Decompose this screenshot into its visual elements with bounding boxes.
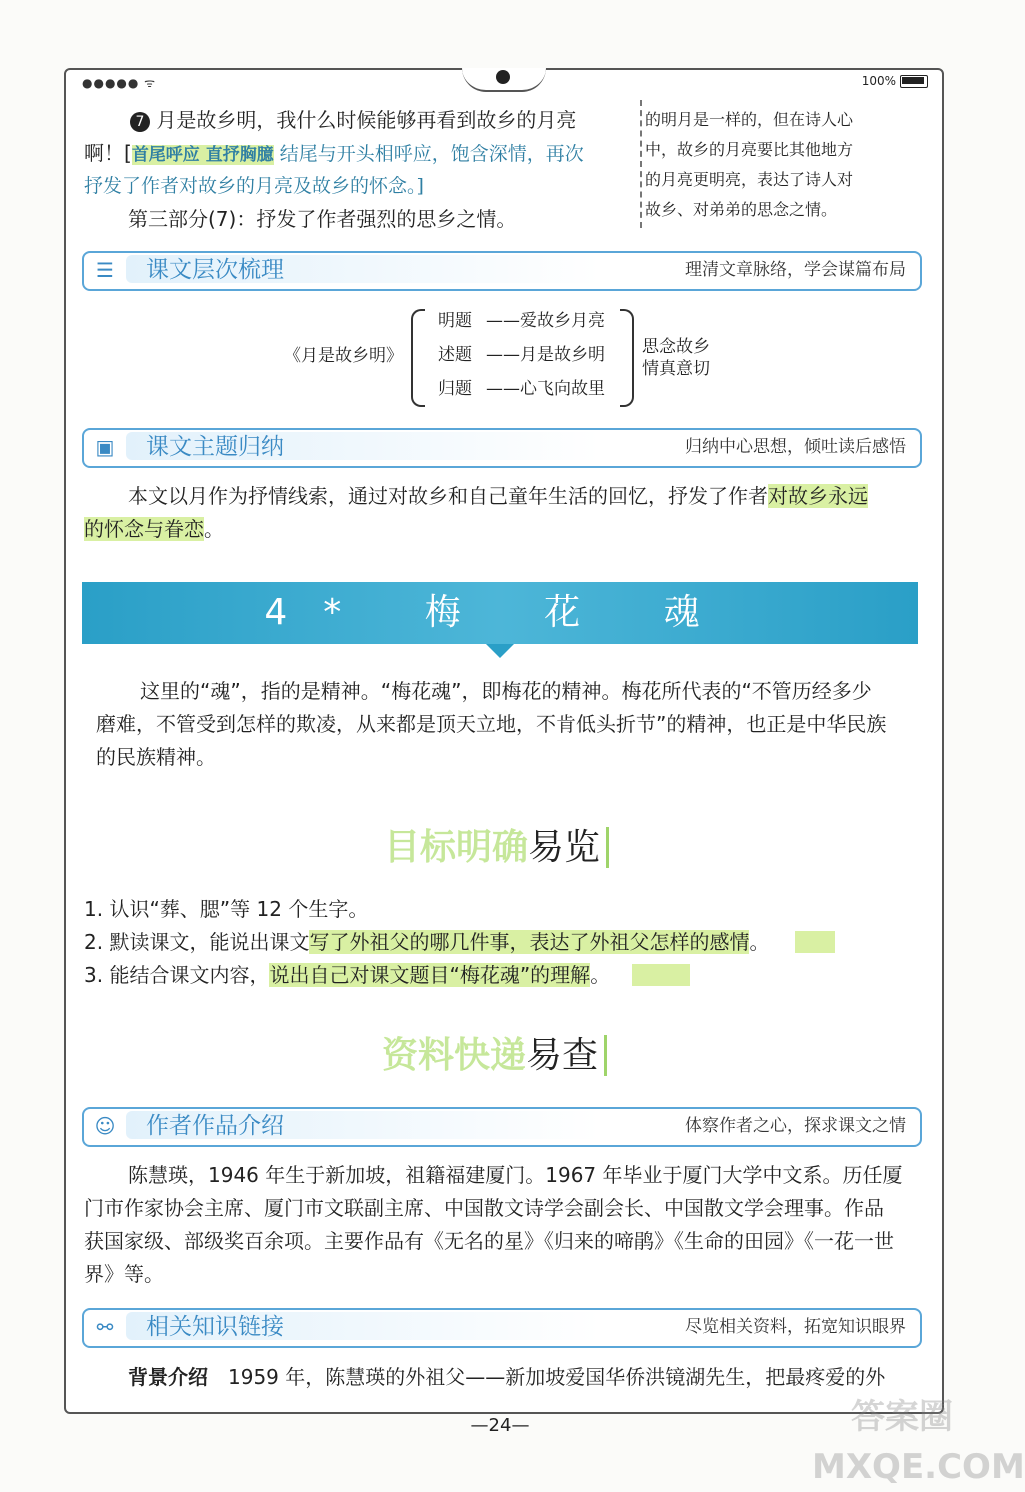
watermark-logo: 答案圈 MXQE.COM (812, 1397, 1025, 1487)
section-header-structure (82, 251, 922, 291)
background-text: 1959 年，陈慧瑛的外祖父——新加坡爱国华侨洪镜湖先生，把最疼爱的外 (228, 1365, 886, 1389)
lesson-title: 4* 梅 花 魂 (264, 592, 736, 633)
goals-heading-dark: 易览 (528, 827, 609, 868)
highlight-mark (795, 931, 835, 953)
goal-highlight: 写了外祖父的哪几件事，表达了外祖父怎样的感情 (309, 930, 750, 954)
lesson-banner (82, 582, 918, 644)
theme-highlight: 对故乡永远 (768, 484, 868, 508)
goal-item (84, 926, 769, 959)
paragraph-line (84, 137, 584, 172)
part-three-summary: 第三部分(7)：抒发了作者强烈的思乡之情。 (128, 207, 517, 231)
goal-text: 。 (590, 963, 611, 987)
theme-text: 本文以月作为抒情线索，通过对故乡和自己童年生活的回忆，抒发了作者 (128, 484, 768, 508)
top-line-2-prefix: 啊！[ (84, 141, 132, 165)
tree-root: 《月是故乡明》 (284, 346, 403, 366)
goals-heading (384, 826, 609, 870)
goal-text: 2. 默读课文，能说出课文 (84, 930, 310, 954)
goal-item (84, 959, 610, 992)
tree-summary: 情真意切 (642, 359, 710, 379)
intro-line: 磨难，不管受到怎样的欺凌，从来都是顶天立地，不肯低头折节”的精神，也正是中华民族 (96, 712, 887, 736)
section-header-links (82, 1308, 922, 1348)
tree-item-right: ——月是故乡明 (486, 345, 605, 365)
annotation-text: 结尾与开头相呼应，饱含深情，再次 (273, 143, 584, 165)
tree-item-left: 归题 (438, 379, 472, 399)
annotation-tag: 首尾呼应 直抒胸臆 (131, 145, 274, 165)
author-line: 界》等。 (84, 1262, 164, 1286)
theme-line-1 (128, 480, 868, 513)
side-note-line: 的明月是一样的，但在诗人心 (645, 110, 854, 129)
side-note-line: 的月亮更明亮，表达了诗人对 (645, 170, 854, 189)
annotation-line-3: 抒发了作者对故乡的月亮及故乡的怀念。] (84, 175, 424, 197)
section-subtitle: 尽览相关资料，拓宽知识眼界 (685, 1317, 906, 1337)
intro-line: 的民族精神。 (96, 745, 216, 769)
goals-heading-light: 目标明确 (384, 827, 529, 868)
section-title: 作者作品介绍 (146, 1113, 284, 1139)
tree-item-left: 述题 (438, 345, 472, 365)
section-title: 课文主题归纳 (146, 434, 284, 460)
background-label: 背景介绍 (128, 1365, 208, 1389)
watermark (812, 1392, 1025, 1487)
status-bar (66, 70, 942, 94)
banner-pointer (486, 644, 514, 658)
section-subtitle: 理清文章脉络，学会谋篇布局 (685, 260, 906, 280)
theme-highlight: 的怀念与眷恋 (84, 517, 204, 541)
person-icon: ☺ (90, 1112, 120, 1140)
link-icon: ⚯ (90, 1313, 120, 1341)
side-note-line: 故乡、对弟弟的思念之情。 (645, 200, 838, 219)
right-brace (620, 309, 634, 407)
goal-text: 3. 能结合课文内容， (84, 963, 270, 987)
side-note-line: 中，故乡的月亮要比其他地方 (645, 140, 854, 159)
picture-icon: ▣ (90, 433, 120, 461)
list-icon: ☰ (90, 256, 120, 284)
paragraph-number-badge: 7 (130, 112, 150, 132)
author-text: 陈慧瑛，1946 年生于新加坡，祖籍福建厦门。1967 年毕业于厦门大学中文系。历任厦 (128, 1163, 903, 1187)
page-number: —24— (470, 1415, 530, 1436)
background-line (128, 1361, 885, 1394)
battery-percent: 100% (861, 74, 896, 88)
section-subtitle: 体察作者之心，探求课文之情 (685, 1116, 906, 1136)
goal-item: 1. 认识“葬、腮”等 12 个生字。 (84, 897, 369, 921)
tree-summary: 思念故乡 (642, 337, 710, 357)
author-line (128, 1159, 903, 1192)
author-line: 获国家级、部级奖百余项。主要作品有《无名的星》《归来的啼鹃》《生命的田园》《一花一世 (84, 1229, 894, 1253)
theme-line-2 (84, 513, 224, 546)
tree-item-left: 明题 (438, 311, 472, 331)
tree-item-right: ——爱故乡月亮 (486, 311, 605, 331)
section-header-theme (82, 428, 922, 468)
paragraph-line (130, 104, 576, 137)
camera-dot-icon (496, 70, 510, 84)
section-title: 相关知识链接 (146, 1314, 284, 1340)
battery-icon (900, 75, 928, 88)
side-divider (640, 100, 642, 228)
info-heading-dark: 易查 (526, 1035, 607, 1076)
tree-item-right: ——心飞向故里 (486, 379, 605, 399)
side-note (645, 105, 930, 225)
top-line-1: 月是故乡明，我什么时候能够再看到故乡的月亮 (156, 108, 577, 132)
goal-text: 。 (749, 930, 770, 954)
section-header-author (82, 1107, 922, 1147)
goal-highlight: 说出自己对课文题目“梅花魂”的理解 (269, 963, 591, 987)
section-title: 课文层次梳理 (146, 257, 284, 283)
theme-text: 。 (204, 517, 224, 541)
intro-line: 这里的“魂”，指的是精神。“梅花魂”，即梅花的精神。梅花所代表的“不管历经多少 (140, 679, 872, 703)
left-brace (411, 309, 425, 407)
author-line: 门市作家协会主席、厦门市文联副主席、中国散文诗学会副会长、中国散文学会理事。作品 (84, 1196, 884, 1220)
info-heading (382, 1034, 607, 1078)
info-heading-light: 资料快递 (382, 1035, 527, 1076)
highlight-mark (632, 964, 690, 986)
signal-icon: ●●●●● ᯤ (82, 76, 157, 90)
section-subtitle: 归纳中心思想，倾吐读后感悟 (685, 437, 906, 457)
